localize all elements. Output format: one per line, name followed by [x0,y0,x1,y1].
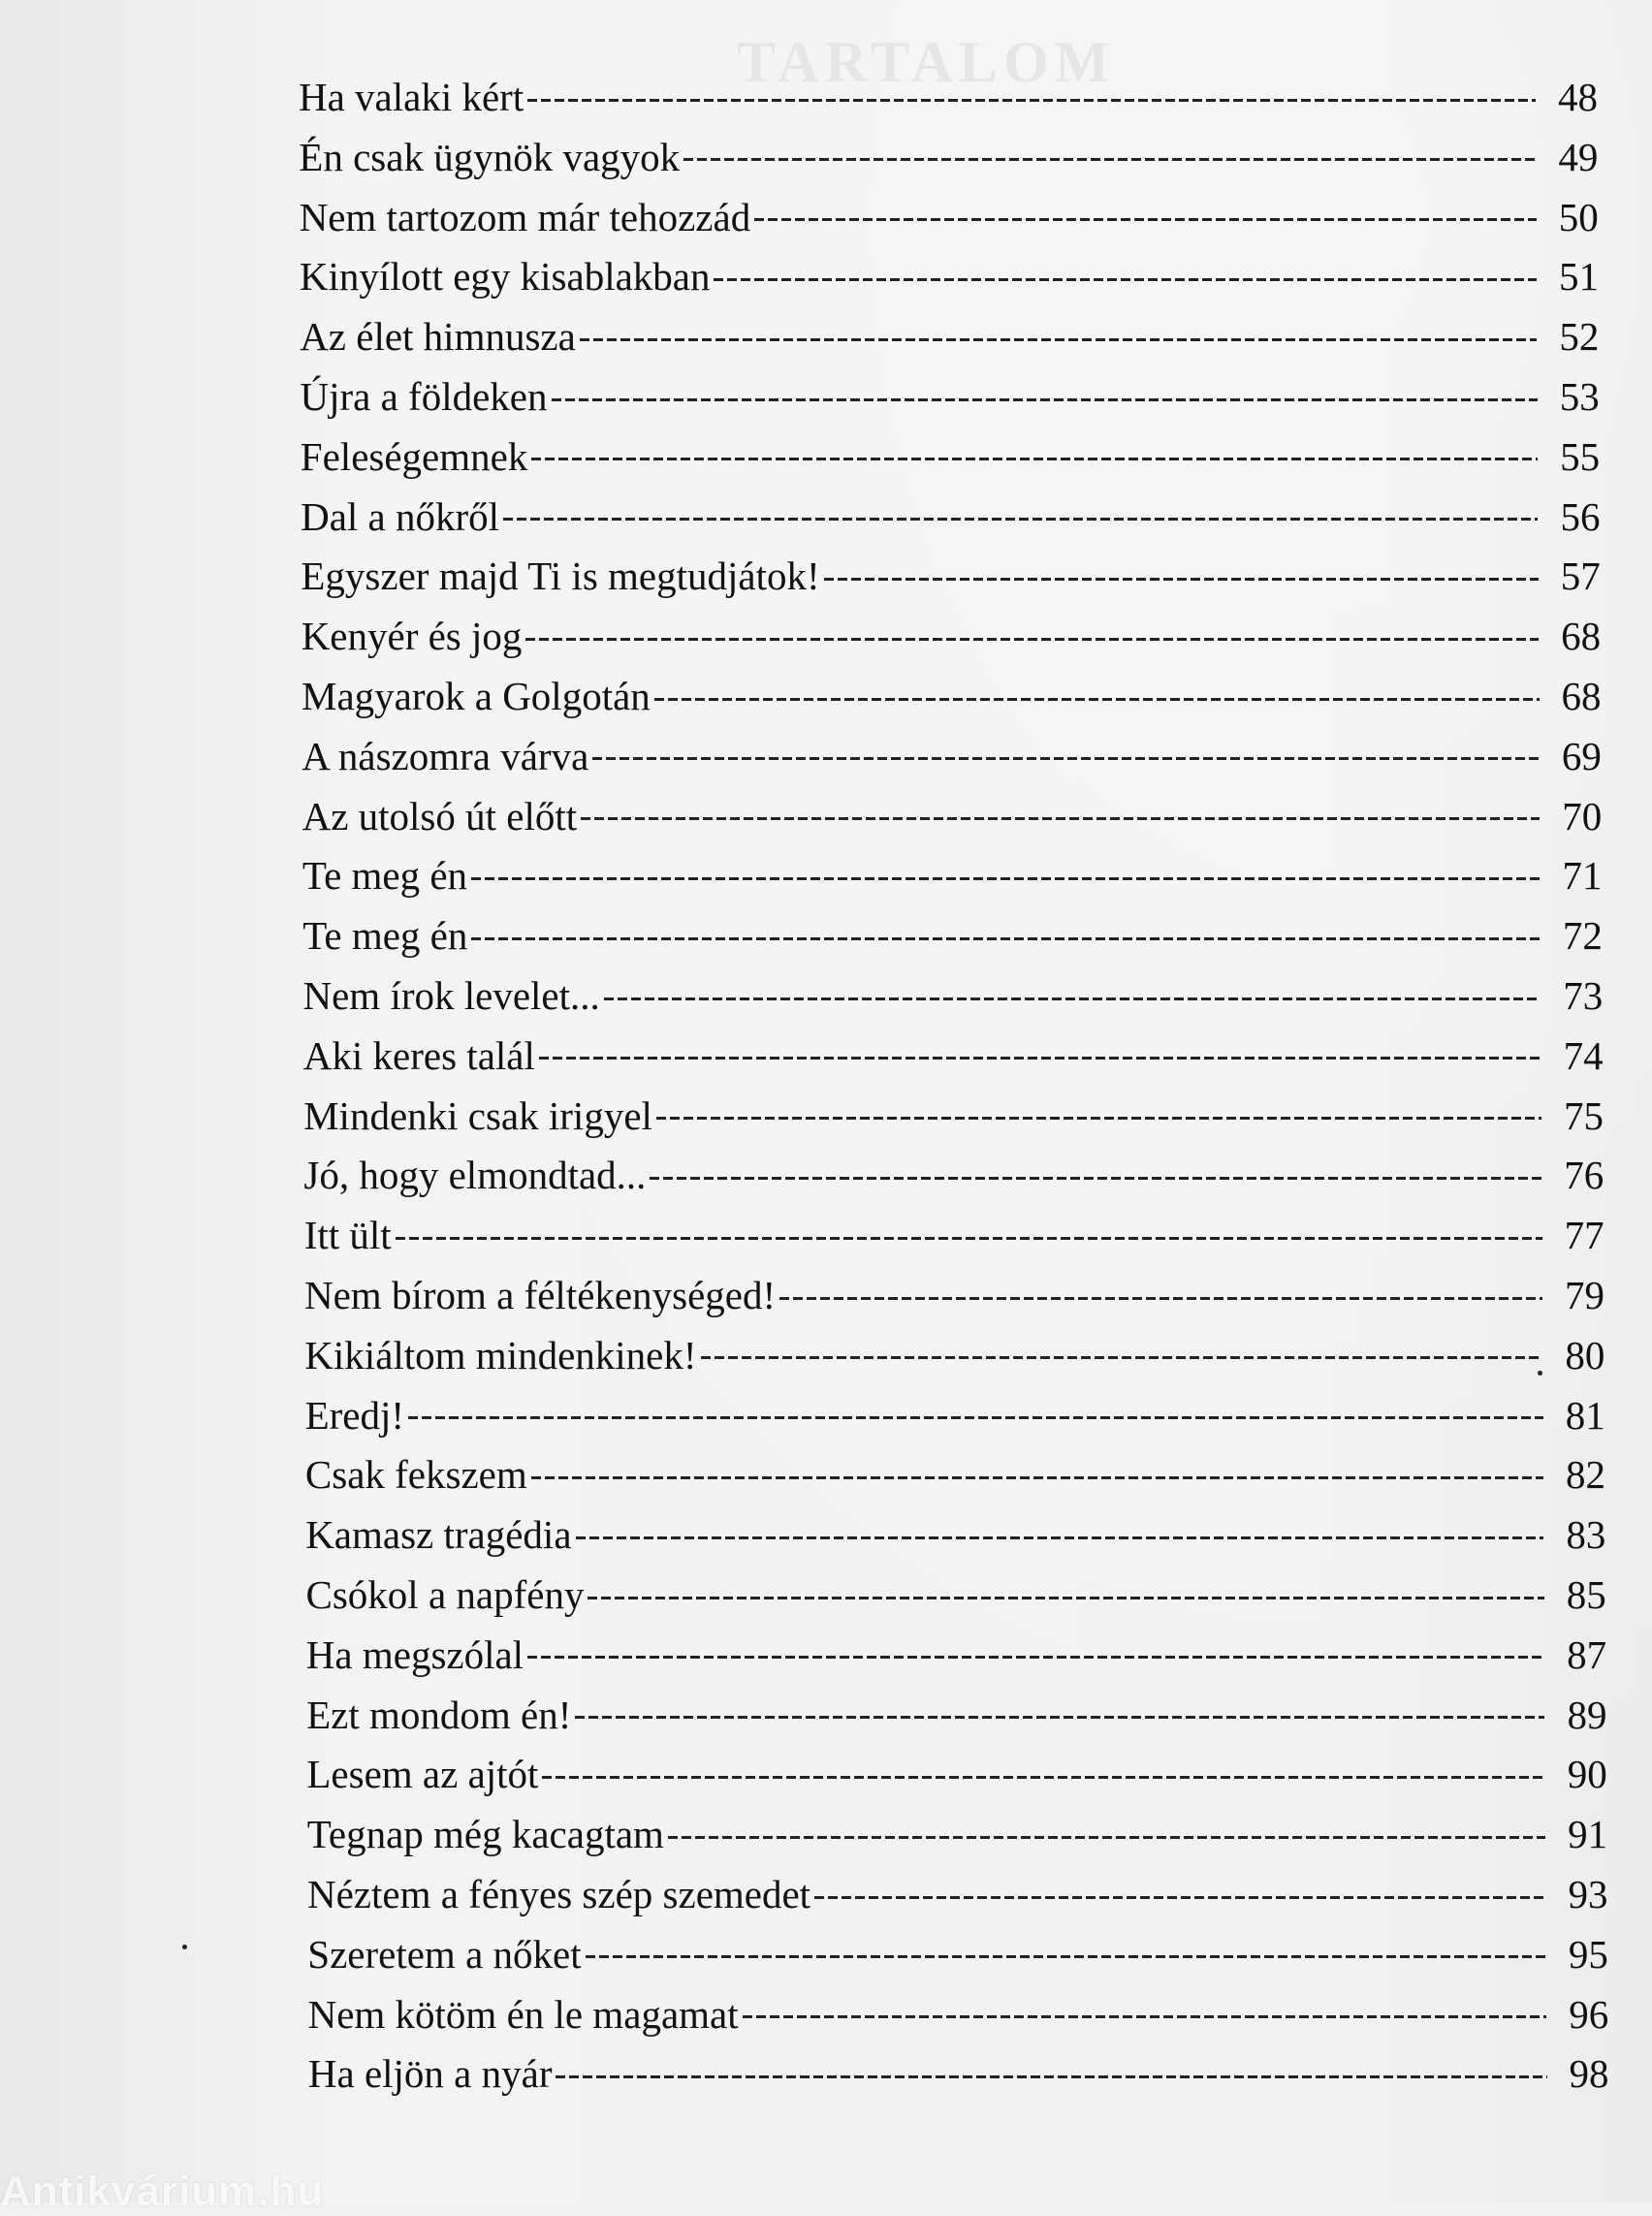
toc-entry [304,1328,1604,1382]
toc-leader-dashes [527,99,1536,102]
toc-entry-title: Ha valaki kért [299,75,524,119]
toc-entry [307,1927,1608,1981]
toc-entry [306,1628,1606,1682]
toc-entry-page-number: 52 [1559,314,1600,360]
toc-entry-page-number: 82 [1566,1452,1606,1498]
toc-entry-page-number: 71 [1562,853,1603,899]
toc-entry-title: Nem bírom a féltékenységed! [304,1273,777,1317]
toc-leader-dashes [396,1237,1542,1240]
toc-entry-title: Eredj! [304,1392,405,1438]
toc-entry-title: Aki keres talál [302,1032,535,1078]
toc-entry-page-number: 96 [1569,1991,1609,2037]
toc-entry-page-number: 73 [1563,973,1604,1018]
toc-leader-dashes [754,218,1536,221]
toc-entry-title: Az utolsó út előtt [302,793,578,839]
toc-leader-dashes [654,698,1540,701]
toc-entry [301,369,1600,424]
toc-entry-page-number: 68 [1561,614,1602,659]
toc-entry [300,190,1599,244]
toc-leader-dashes [588,1597,1543,1599]
toc-leader-dashes [743,2015,1547,2018]
toc-entry-page-number: 95 [1568,1931,1608,1977]
toc-entry [300,309,1599,364]
toc-entry-page-number: 89 [1567,1692,1607,1737]
toc-leader-dashes [683,158,1536,161]
toc-entry-title: Szeretem a nőket [307,1931,582,1977]
toc-entry-title: Kikiáltom mindenkinek! [304,1332,697,1377]
toc-leader-dashes [656,1117,1541,1120]
toc-entry-page-number: 80 [1565,1332,1605,1377]
toc-entry-page-number: 69 [1561,733,1602,778]
toc-entry-title: Te meg én [302,913,468,959]
toc-entry-page-number: 48 [1558,75,1598,119]
toc-leader-dashes [592,757,1540,760]
toc-leader-dashes [576,1536,1544,1539]
toc-leader-dashes [668,1836,1545,1839]
toc-entry [304,1268,1604,1322]
toc-leader-dashes [531,1476,1543,1479]
toc-entry-title: Az élet himnusza [300,314,576,360]
toc-entry [302,669,1602,723]
toc-entry-page-number: 98 [1569,2051,1609,2097]
toc-entry [305,1447,1605,1502]
toc-entry-title: Kenyér és jog [301,614,523,659]
toc-entry-title: Nem tartozom már tehozzád [299,194,751,239]
toc-entry-title: Kamasz tragédia [305,1512,572,1558]
toc-entry [302,609,1601,663]
toc-entry [302,908,1603,963]
toc-entry-page-number: 72 [1562,913,1603,959]
toc-leader-dashes [408,1416,1543,1419]
toc-entry [303,1089,1604,1143]
toc-entry-title: Csak fekszem [304,1452,527,1498]
toc-entry-page-number: 87 [1567,1631,1607,1677]
toc-entry-page-number: 76 [1564,1153,1604,1198]
toc-entry-title: Egyszer majd Ti is megtudjátok! [301,554,820,599]
toc-entry-page-number: 85 [1566,1572,1606,1617]
toc-entry [302,848,1603,902]
toc-leader-dashes [531,458,1538,460]
toc-leader-dashes [580,338,1538,341]
toc-leader-dashes [814,1896,1545,1899]
toc-entry-title: Itt ült [303,1213,392,1258]
stray-dot [1538,1371,1542,1376]
toc-leader-dashes [714,278,1537,281]
toc-entry [308,1987,1609,2042]
toc-entry-page-number: 51 [1559,254,1600,300]
toc-entry-title: Lesem az ajtót [306,1752,539,1797]
toc-leader-dashes [556,2075,1546,2078]
toc-entry [308,2046,1609,2101]
toc-leader-dashes [525,638,1539,641]
toc-entry-page-number: 79 [1565,1273,1604,1317]
toc-entry [307,1807,1607,1861]
toc-entry [301,549,1600,603]
toc-leader-dashes [575,1716,1544,1719]
toc-entry-page-number: 90 [1567,1752,1607,1797]
toc-leader-dashes [539,1057,1541,1060]
toc-entry [302,729,1602,783]
toc-entry [299,70,1598,124]
stray-dot [182,1945,187,1949]
toc-entry-title: Csókol a napfény [305,1572,585,1617]
toc-leader-dashes [701,1356,1543,1359]
toc-entry-page-number: 57 [1560,554,1601,599]
toc-entry-page-number: 81 [1565,1392,1605,1438]
toc-entry [304,1208,1604,1262]
watermark: Antikvárium.hu [0,2168,325,2215]
toc-leader-dashes [586,1955,1546,1958]
toc-leader-dashes [503,518,1538,521]
toc-entry-page-number: 55 [1560,433,1601,479]
toc-entry [306,1688,1606,1742]
toc-entry [303,1029,1604,1083]
toc-entry-page-number: 83 [1566,1512,1606,1558]
toc-entry-page-number: 53 [1559,374,1600,419]
toc-leader-dashes [581,817,1540,820]
toc-entry [299,130,1598,184]
toc-entry-title: Ha eljön a nyár [307,2051,553,2097]
toc-entry [305,1507,1605,1562]
toc-entry-page-number: 75 [1563,1092,1604,1138]
toc-entry-page-number: 70 [1562,793,1603,839]
toc-entry-title: Ha megszólal [305,1631,524,1677]
toc-entry-page-number: 77 [1564,1213,1604,1258]
toc-entry-title: Mindenki csak irigyel [303,1092,652,1138]
toc-entry-page-number: 74 [1563,1032,1604,1078]
toc-leader-dashes [779,1297,1542,1300]
toc-leader-dashes [527,1656,1544,1659]
toc-entry-title: Jó, hogy elmondtad... [303,1153,647,1198]
toc-entry-page-number: 93 [1568,1872,1608,1916]
toc-entry [303,1148,1604,1202]
toc-entry-title: Nem kötöm én le magamat [307,1991,739,2037]
toc-leader-dashes [824,578,1539,581]
toc-entry-title: Tegnap még kacagtam [306,1812,664,1857]
toc-entry-title: Ezt mondom én! [306,1692,572,1737]
toc-leader-dashes [604,997,1541,1000]
toc-entry-title: Feleségemnek [300,433,528,479]
toc-entry [305,1388,1605,1442]
toc-entry [301,490,1600,544]
toc-leader-dashes [471,937,1541,940]
toc-entry [306,1747,1606,1801]
toc-entry-title: Nem írok levelet... [302,973,600,1018]
toc-entry-page-number: 50 [1558,194,1599,239]
toc-entry-page-number: 49 [1558,134,1599,179]
toc-entry-title: Kinyílott egy kisablakban [299,254,711,300]
show-through-text: TARTALOM [737,30,1116,94]
toc-entry-page-number: 56 [1560,493,1601,539]
toc-entry-page-number: 68 [1561,674,1602,718]
toc-entry-title: Néztem a fényes szép szemedet [307,1872,811,1916]
toc-entry [306,1567,1606,1622]
toc-entry [303,968,1604,1023]
toc-entry-title: Újra a földeken [300,374,548,419]
toc-entry [300,249,1599,303]
toc-entry-title: Dal a nőkről [301,493,500,539]
toc-entry-title: Te meg én [302,853,468,899]
toc-entry-title: Magyarok a Golgotán [302,674,651,718]
toc-leader-dashes [552,398,1538,401]
toc-entry [302,789,1603,843]
toc-leader-dashes [542,1776,1544,1779]
toc-leader-dashes [650,1177,1541,1180]
toc-leader-dashes [471,877,1540,880]
toc-entry [307,1867,1608,1921]
toc-entry-page-number: 91 [1568,1812,1608,1857]
toc-entry-title: Én csak ügynök vagyok [299,134,681,179]
toc-entry [301,429,1600,484]
toc-entry-title: A nászomra várva [302,733,589,778]
